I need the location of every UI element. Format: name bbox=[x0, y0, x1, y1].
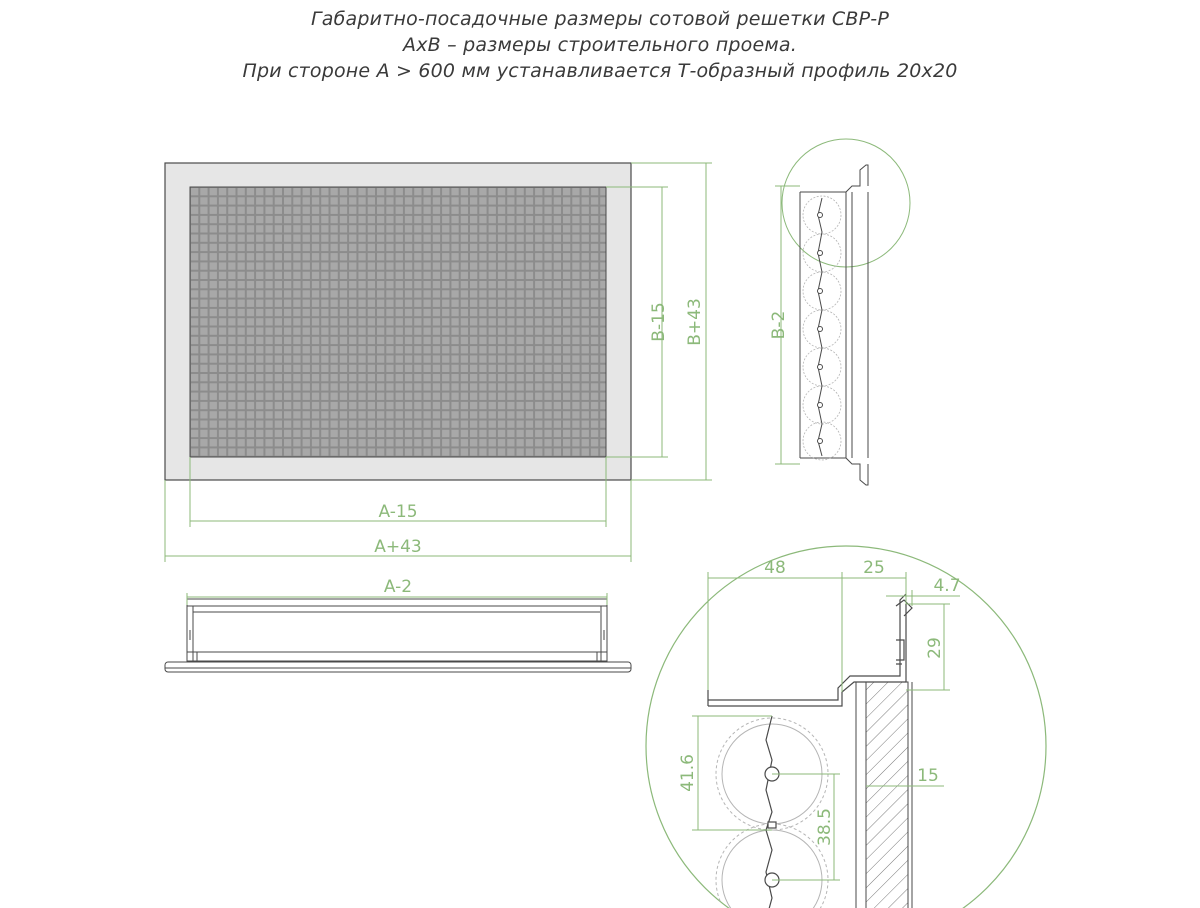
dim-side-height: B-2 bbox=[769, 310, 789, 340]
detail-view bbox=[646, 546, 1046, 908]
dim-detail-29: 29 bbox=[925, 637, 945, 659]
dim-detail-41-6: 41.6 bbox=[678, 754, 698, 792]
dim-bottom-width: A-2 bbox=[383, 577, 413, 597]
title-line-1: Габаритно-посадочные размеры сотовой решетки СВР-Р bbox=[311, 8, 889, 30]
dim-detail-4-7: 4.7 bbox=[933, 576, 961, 596]
title-line-2: АхВ – размеры строительного проема. bbox=[403, 34, 797, 56]
dim-front-outer-height: B+43 bbox=[685, 298, 705, 346]
front-mesh bbox=[190, 187, 606, 457]
dim-detail-25: 25 bbox=[863, 558, 885, 578]
detail-wall bbox=[866, 682, 908, 908]
front-view bbox=[165, 163, 631, 480]
detail-circle bbox=[646, 546, 1046, 908]
dim-front-inner-width: A-15 bbox=[378, 502, 418, 522]
dim-front-outer-width: A+43 bbox=[374, 537, 422, 557]
bottom-view bbox=[165, 599, 631, 672]
dim-detail-15: 15 bbox=[917, 766, 939, 786]
dim-front-inner-height: B-15 bbox=[649, 302, 669, 342]
dim-detail-48: 48 bbox=[764, 558, 786, 578]
title-line-3: При стороне А > 600 мм устанавливается Т-образный профиль 20х20 bbox=[242, 60, 958, 82]
side-view bbox=[782, 139, 910, 485]
dim-detail-38-5: 38.5 bbox=[815, 808, 835, 846]
